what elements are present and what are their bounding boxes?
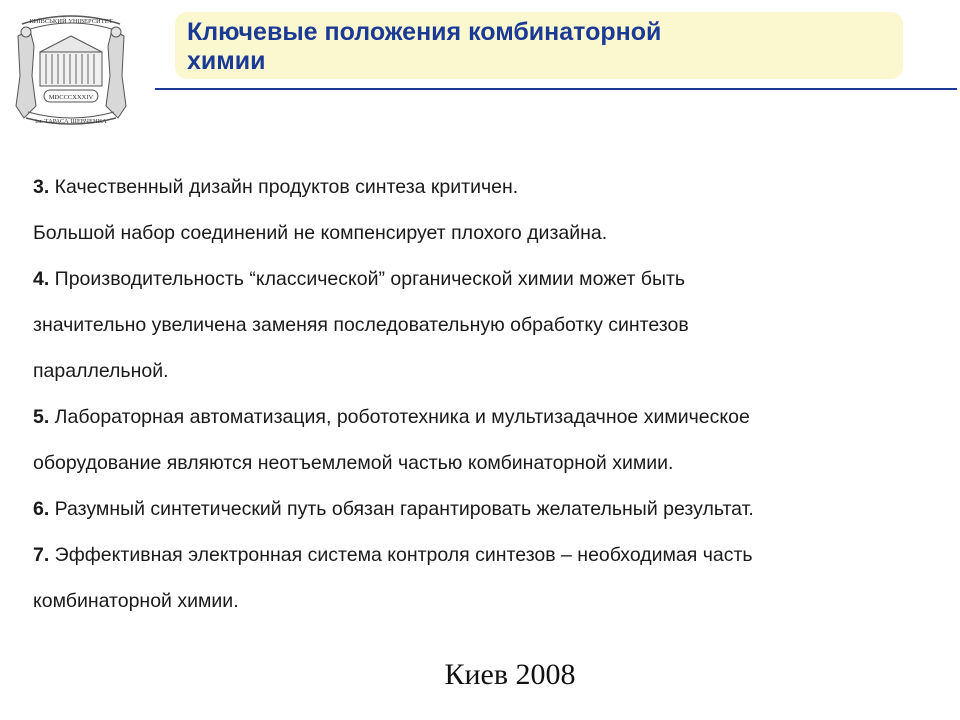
slide-title-box	[175, 12, 903, 79]
body-line: комбинаторной химии.	[33, 590, 239, 612]
body-line: 7. Эффективная электронная система контроля синтезов – необходимая часть	[33, 544, 753, 566]
body-line: значительно увеличена заменяя последовательную обработку синтезов	[33, 314, 689, 336]
slide-title-line1: Ключевые положения комбинаторной	[187, 18, 662, 46]
body-line: Большой набор соединений не компенсирует плохого дизайна.	[33, 222, 608, 244]
footer-caption: Киев 2008	[444, 658, 576, 691]
body-line: 6. Разумный синтетический путь обязан гарантировать желательный результат.	[33, 498, 754, 520]
slide-body	[33, 164, 933, 624]
body-line: 3. Качественный дизайн продуктов синтеза критичен.	[33, 176, 519, 198]
seal-bottom-text: ім. ТАРАСА ШЕВЧЕНКА	[35, 118, 107, 125]
body-line: параллельной.	[33, 360, 169, 382]
title-divider	[155, 88, 957, 90]
seal-top-text: КИЇВСЬКИЙ УНІВЕРСИТЕТ	[29, 18, 113, 25]
body-line: 5. Лабораторная автоматизация, робототехника и мультизадачное химическое	[33, 406, 750, 428]
body-line: оборудование являются неотъемлемой частью комбинаторной химии.	[33, 452, 674, 474]
slide-title-line2: химии	[187, 47, 266, 75]
seal-date-text: MDCCCXXXIV	[48, 94, 94, 101]
university-seal-icon	[10, 6, 132, 134]
body-line: 4. Производительность “классической” органической химии может быть	[33, 268, 686, 290]
